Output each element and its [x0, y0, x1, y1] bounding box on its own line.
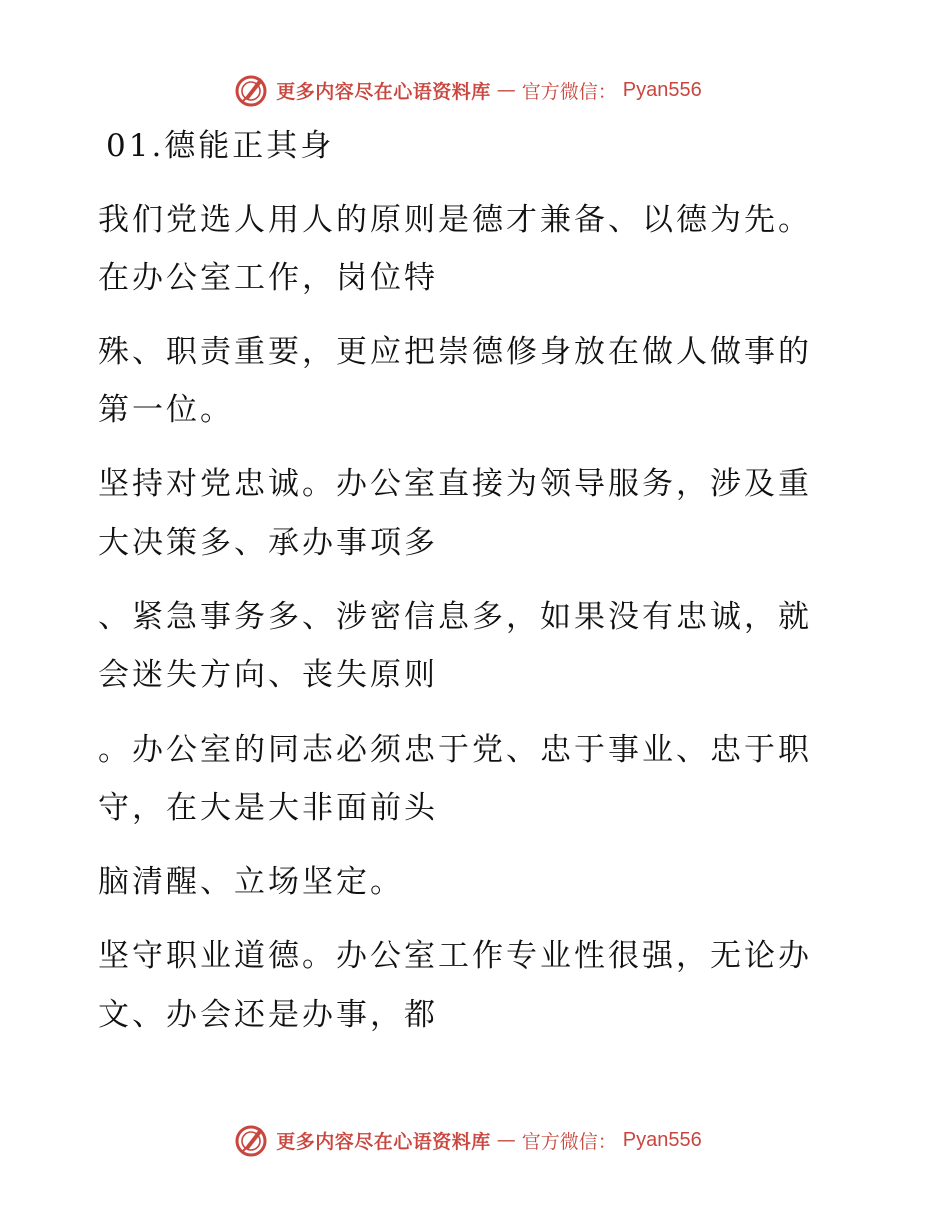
banner-wechat-id: Pyan556: [622, 1128, 702, 1151]
section-heading: 01.德能正其身: [106, 128, 335, 164]
body-line: 我们党选人用人的原则是德才兼备、以德为先。: [98, 202, 812, 238]
banner-text: 更多内容尽在心语资料库: [276, 1130, 491, 1153]
body-line: 大决策多、承办事项多: [98, 525, 438, 561]
body-line: 、紧急事务多、涉密信息多，如果没有忠诚，就: [98, 599, 812, 635]
body-line: 殊、职责重要，更应把崇德修身放在做人做事的: [98, 334, 812, 370]
body-line: 在办公室工作，岗位特: [98, 260, 438, 296]
body-line: 坚持对党忠诚。办公室直接为领导服务，涉及重: [98, 466, 812, 502]
body-line: 会迷失方向、丧失原则: [98, 657, 438, 693]
banner-text: 更多内容尽在心语资料库: [276, 80, 491, 103]
banner-separator: —: [496, 79, 516, 101]
banner-wechat-label: 官方微信：: [521, 1130, 617, 1153]
body-line: 守，在大是大非面前头: [98, 790, 438, 826]
quill-logo-icon: [234, 1122, 270, 1158]
banner-separator: —: [496, 1129, 516, 1151]
body-line: 文、办会还是办事，都: [98, 997, 438, 1033]
banner-content: [234, 72, 702, 108]
body-line: 第一位。: [98, 392, 234, 428]
body-line: 脑清醒、立场坚定。: [98, 864, 404, 900]
banner-wechat-id: Pyan556: [622, 78, 702, 101]
banner-wechat-label: 官方微信：: [521, 80, 617, 103]
body-line: 。办公室的同志必须忠于党、忠于事业、忠于职: [98, 732, 812, 768]
header-banner: [0, 70, 950, 110]
banner-content: [234, 1122, 702, 1158]
footer-banner: [0, 1120, 950, 1160]
body-line: 坚守职业道德。办公室工作专业性很强，无论办: [98, 938, 812, 974]
quill-logo-icon: [234, 72, 270, 108]
